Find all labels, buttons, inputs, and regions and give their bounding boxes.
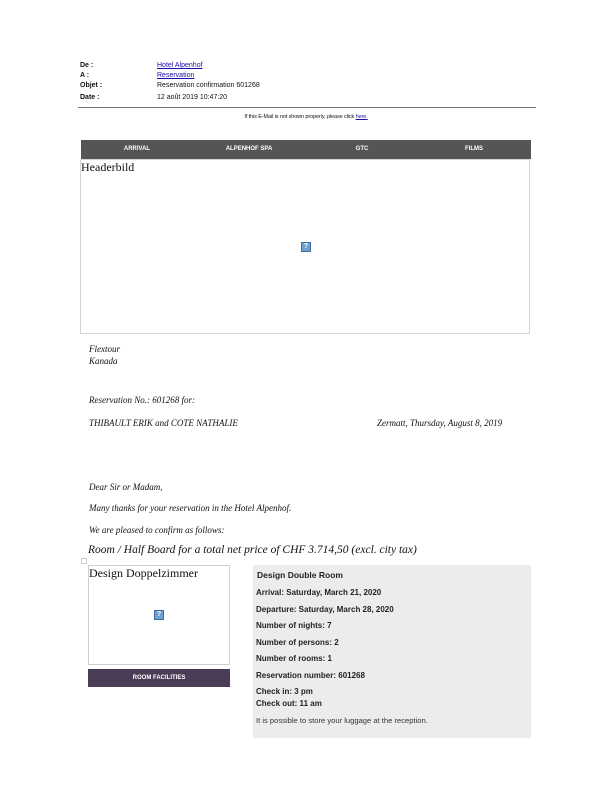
- nav-item-gtc[interactable]: GTC: [355, 146, 369, 152]
- nav-bar: [81, 140, 531, 159]
- to-value-link[interactable]: Reservation: [157, 72, 195, 79]
- room-facilities-button[interactable]: ROOM FACILITIES: [88, 669, 230, 687]
- rooms-line: Number of rooms: 1: [256, 654, 333, 663]
- date-value: 12 août 2019 10:47:20: [157, 94, 228, 101]
- display-notice: [0, 114, 612, 120]
- reservation-number-line: Reservation No.: 601268 for:: [89, 395, 195, 405]
- check-out-line: Check out: 11 am: [256, 699, 322, 708]
- notice-here-link[interactable]: here.: [355, 114, 368, 120]
- departure-line: Departure: Saturday, March 28, 2020: [256, 605, 394, 614]
- to-label: A :: [80, 72, 90, 79]
- nights-line: Number of nights: 7: [256, 621, 332, 630]
- header-divider: [78, 107, 536, 108]
- date-label: Date :: [80, 94, 100, 101]
- room-image-alt: Design Doppelzimmer: [89, 566, 198, 580]
- reservation-number-detail: Reservation number: 601268: [256, 671, 365, 680]
- header-image-alt: Headerbild: [81, 160, 135, 174]
- broken-image-icon: ?: [301, 242, 311, 252]
- persons-line: Number of persons: 2: [256, 638, 339, 647]
- agency-country: Kanada: [89, 356, 118, 366]
- nav-item-arrival[interactable]: ARRIVAL: [123, 146, 151, 152]
- from-value-link[interactable]: Hotel Alpenhof: [157, 62, 203, 69]
- offer-text: Room / Half Board for a total net price of CHF 3.714,50 (excl. city tax): [88, 544, 417, 556]
- guest-names: THIBAULT ERIK and COTE NATHALIE: [89, 418, 238, 428]
- header-image: [80, 159, 530, 334]
- room-image: [88, 565, 230, 665]
- notice-text: If this E-Mail is not shown properly, please click: [244, 114, 356, 120]
- subject-value: Reservation confirmation 601268: [157, 82, 260, 89]
- spacer-image-icon: [81, 558, 87, 564]
- agency-name: Flextour: [89, 344, 120, 354]
- check-in-line: Check in: 3 pm: [256, 687, 313, 696]
- room-details-box: [253, 565, 531, 738]
- thanks-text: Many thanks for your reservation in the Hotel Alpenhof.: [89, 503, 292, 513]
- arrival-line: Arrival: Saturday, March 21, 2020: [256, 588, 382, 597]
- confirm-text: We are pleased to confirm as follows:: [89, 525, 225, 535]
- place-date: Zermatt, Thursday, August 8, 2019: [377, 418, 503, 428]
- luggage-note: It is possible to store your luggage at the reception.: [256, 716, 428, 725]
- broken-image-icon: ?: [154, 610, 164, 620]
- salutation: Dear Sir or Madam,: [89, 482, 163, 492]
- nav-item-films[interactable]: FILMS: [465, 146, 483, 152]
- from-label: De :: [80, 62, 94, 69]
- subject-label: Objet :: [80, 82, 103, 89]
- room-title: Design Double Room: [257, 570, 343, 580]
- nav-item-alpenhof-spa[interactable]: ALPENHOF SPA: [225, 146, 273, 152]
